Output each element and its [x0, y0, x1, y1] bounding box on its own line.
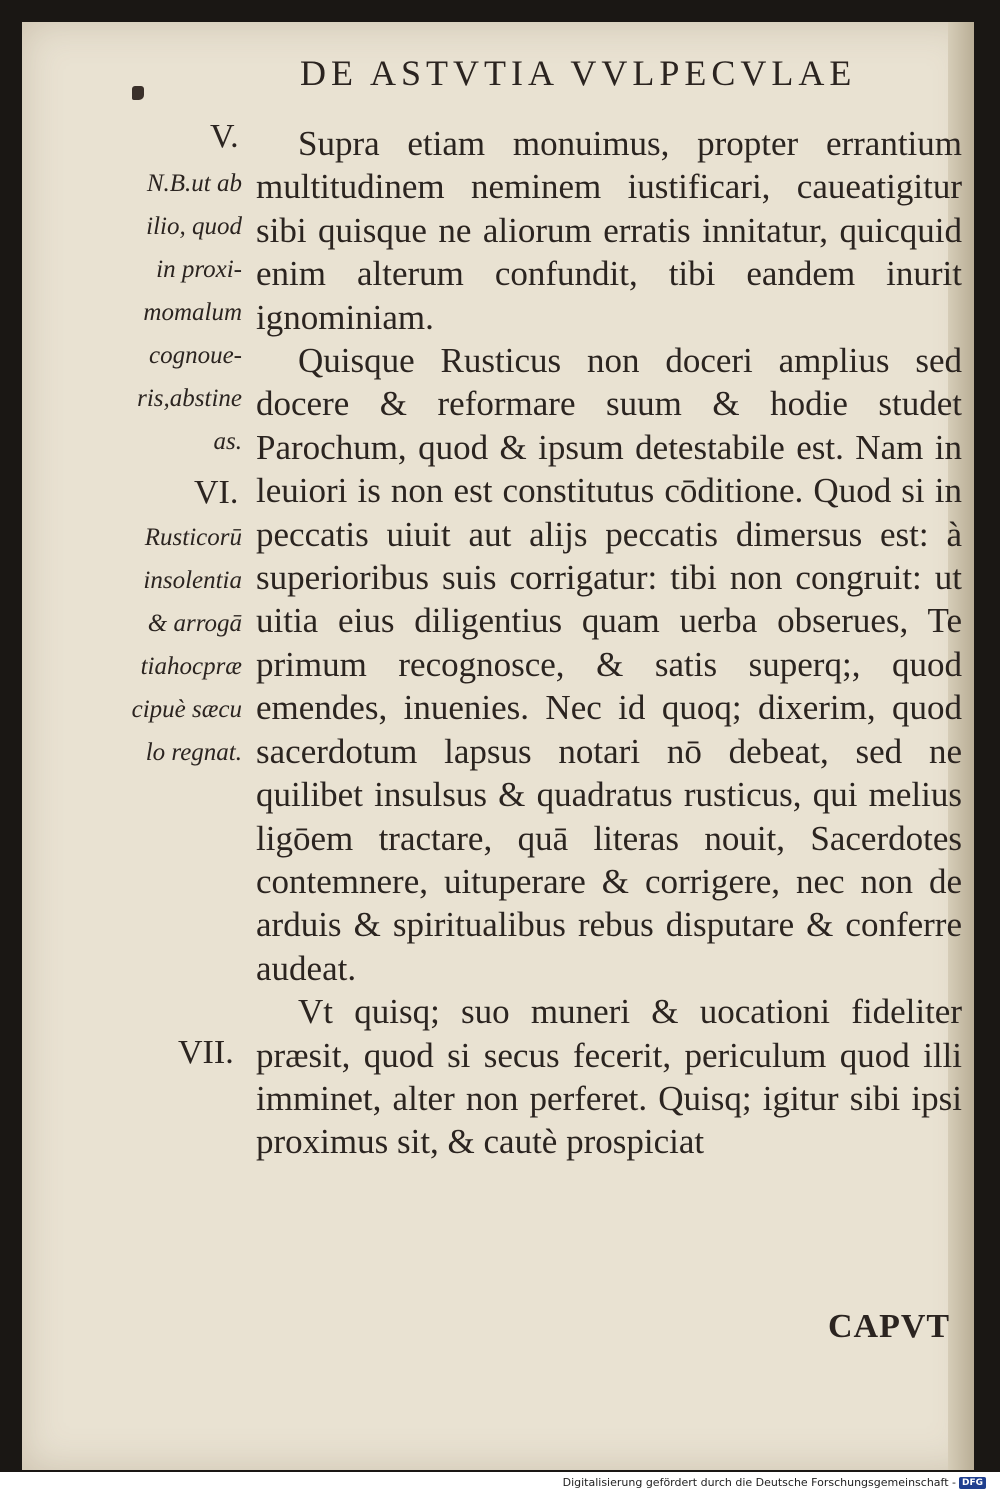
body-text [256, 122, 962, 1164]
catchword: CAPVT [828, 1308, 951, 1345]
margin-note-v: N.B.ut ab ilio, quod in proxi- momalum cognoue- ris,abstine as. [137, 170, 242, 455]
margin-note-vi: Rusticorū insolentia & arrogā tiahocpræ cipuè sæcu lo regnat. [131, 524, 242, 766]
section-number-v: V. [210, 118, 239, 155]
dfg-logo: DFG [959, 1477, 986, 1489]
ink-mark [132, 86, 144, 100]
paragraph-v: Supra etiam monuimus, propter errantium multitudinem neminem iustificari, caueatigitur sibi quisque ne aliorum erratis innitatur, quicquid enim alterum confundit, tibi eandem inurit ignominiam. [256, 124, 962, 337]
section-number-vi: VI. [194, 474, 239, 511]
digitization-footer [563, 1476, 986, 1489]
paragraph-vi: Quisque Rusticus non doceri amplius sed docere & reformare suum & hodie studet Parochum, quod & ipsum detestabile est. Nam in leuiori is non est constitutus cōditione. Quod si in peccatis uiuit aut alijs peccatis dimersus est: à superioribus suis corrigatur: tibi non congruit: ut uitia eius diligentius quam uerba obserues, Te primum recognosce, & satis superq;, quod emendes, inuenies. Nec id quoq; dixerim, quod sacerdotum lapsus notari nō debeat, sed ne quilibet insulsus & quadratus rusticus, qui melius ligōem tractare, quā literas nouit, Sacerdotes contemnere, uituperare & corrigere, nec non de arduis & spiritualibus rebus disputare & conferre audeat. [256, 341, 962, 988]
running-head: DE ASTVTIA VVLPECVLAE [300, 53, 857, 93]
paragraph-vii: Vt quisq; suo muneri & uocationi fideliter præsit, quod si secus fecerit, periculum quod illi imminet, alter non perferet. Quisq; igitur sibi ipsi proximus sit, & cautè prospiciat [256, 992, 962, 1162]
section-number-vii: VII. [178, 1034, 234, 1071]
funding-credit: Digitalisierung gefördert durch die Deutsche Forschungsgemeinschaft - [562, 1476, 956, 1489]
